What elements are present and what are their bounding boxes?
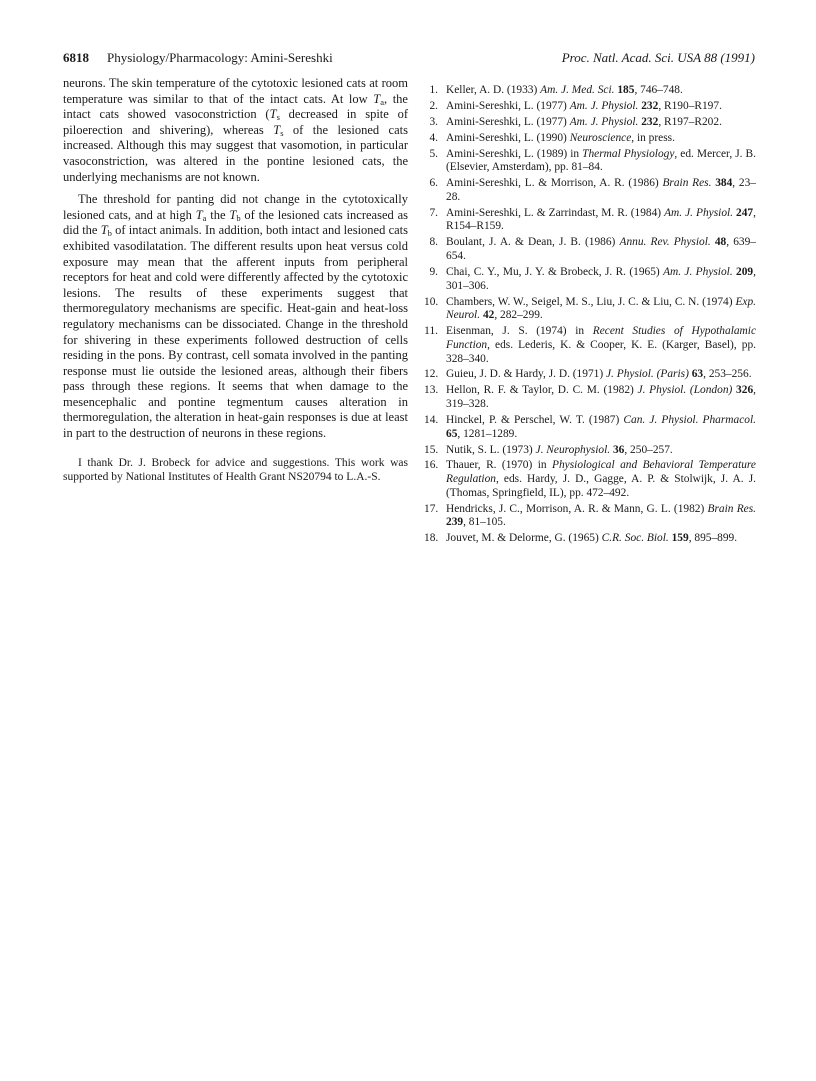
reference-authors: Nutik, S. L. (1973) bbox=[446, 443, 536, 456]
reference-pages: , R190–R197. bbox=[658, 99, 722, 112]
reference-number: 9. bbox=[429, 265, 438, 278]
reference-authors: Amini-Sereshki, L. (1990) bbox=[446, 131, 570, 144]
reference-source: Brain Res. bbox=[707, 502, 756, 515]
reference-source: Am. J. Med. Sci. bbox=[540, 84, 615, 96]
reference-pages: , in press. bbox=[631, 131, 675, 144]
reference-authors: Amini-Sereshki, L. & Morrison, A. R. (1986) bbox=[446, 177, 663, 190]
reference-number: 6. bbox=[429, 177, 438, 190]
reference-pages: , R197–R202. bbox=[658, 115, 722, 128]
reference-pages: , 895–899. bbox=[688, 532, 738, 545]
reference-authors: Hellon, R. F. & Taylor, D. C. M. (1982) bbox=[446, 384, 638, 397]
reference-source: Exp. Neurol. bbox=[446, 295, 756, 322]
reference-authors: Boulant, J. A. & Dean, J. B. (1986) bbox=[446, 236, 620, 249]
running-title: Physiology/Pharmacology: Amini-Sereshki bbox=[107, 50, 333, 65]
reference-volume: 65 bbox=[446, 427, 458, 440]
reference-item bbox=[424, 266, 756, 293]
reference-source: Am. J. Physiol. bbox=[569, 99, 639, 112]
reference-authors: Amini-Sereshki, L. (1989) in bbox=[446, 147, 583, 160]
reference-authors: Amini-Sereshki, L. (1977) bbox=[446, 115, 570, 128]
reference-authors: Guieu, J. D. & Hardy, J. D. (1971) bbox=[446, 368, 606, 381]
body-column bbox=[63, 76, 408, 484]
reference-number: 11. bbox=[424, 325, 438, 338]
reference-authors: Amini-Sereshki, L. & Zarrindast, M. R. (1984) bbox=[446, 206, 665, 219]
reference-number: 13. bbox=[424, 384, 439, 397]
reference-source: Thermal Physiology bbox=[582, 147, 675, 160]
reference-pages: , 282–299. bbox=[494, 309, 543, 322]
reference-pages: , 253–256. bbox=[703, 368, 752, 381]
paragraph-vasomotion: neurons. The skin temperature of the cytotoxic lesioned cats at room temperature was similar to that of the intact cats. At low $T_a$, the intact cats showed vasoconstriction ($T_s$ decreased in spite of piloerection and shivering), whereas $T_s$ of the lesioned cats increased. Although this may suggest that vasomotion, in particular vasoconstriction, was altered in the pontine lesioned cats, the underlying mechanisms are not known. bbox=[63, 76, 409, 184]
reference-item bbox=[424, 148, 756, 175]
reference-authors: Thauer, R. (1970) in bbox=[446, 459, 553, 472]
reference-pages: , 250–257. bbox=[624, 443, 673, 456]
reference-volume: 239 bbox=[446, 516, 464, 529]
reference-number: 15. bbox=[424, 443, 439, 456]
reference-pages: , 23–28. bbox=[446, 177, 756, 203]
reference-pages: , eds. Lederis, K. & Cooper, K. E. (Karger, Basel), pp. 328–340. bbox=[446, 338, 756, 365]
reference-item bbox=[424, 296, 756, 323]
reference-number: 8. bbox=[429, 236, 438, 249]
reference-number: 5. bbox=[429, 147, 438, 160]
reference-volume: 185 bbox=[617, 84, 635, 96]
reference-source: Recent Studies of Hypothalamic Function bbox=[446, 325, 757, 351]
reference-source: Am. J. Physiol. bbox=[664, 206, 734, 219]
reference-source: Brain Res. bbox=[662, 177, 712, 190]
reference-volume: 232 bbox=[641, 99, 659, 112]
reference-volume: 42 bbox=[482, 309, 495, 322]
reference-authors: Chambers, W. W., Seigel, M. S., Liu, J. C. & Liu, C. N. (1974) bbox=[446, 295, 736, 308]
reference-number: 3. bbox=[429, 115, 438, 128]
reference-authors: Amini-Sereshki, L. (1977) bbox=[446, 99, 570, 112]
reference-volume: 326 bbox=[736, 384, 754, 397]
reference-number: 2. bbox=[429, 99, 438, 112]
reference-pages: , 639–654. bbox=[446, 236, 756, 263]
references-column bbox=[424, 84, 756, 548]
reference-item bbox=[424, 236, 756, 263]
reference-source: C.R. Soc. Biol. bbox=[601, 532, 669, 545]
reference-volume: 232 bbox=[641, 115, 659, 128]
reference-item bbox=[424, 532, 756, 546]
reference-volume: 63 bbox=[691, 368, 704, 381]
reference-source: Am. J. Physiol. bbox=[663, 265, 733, 278]
reference-item bbox=[424, 177, 756, 204]
page-number: 6818 bbox=[63, 50, 89, 65]
reference-number: 17. bbox=[424, 502, 439, 515]
reference-authors: Jouvet, M. & Delorme, G. (1965) bbox=[446, 532, 602, 545]
reference-item bbox=[424, 459, 756, 500]
reference-source: J. Physiol. (Paris) bbox=[605, 368, 689, 381]
reference-item bbox=[424, 116, 756, 130]
reference-volume: 159 bbox=[671, 532, 689, 545]
reference-authors: Hinckel, P. & Perschel, W. T. (1987) bbox=[446, 413, 624, 426]
reference-item bbox=[424, 384, 756, 411]
reference-source: Neuroscience bbox=[569, 131, 632, 144]
reference-number: 14. bbox=[424, 413, 439, 426]
reference-item bbox=[424, 444, 756, 458]
reference-pages: , 319–328. bbox=[446, 384, 756, 411]
reference-pages: , 1281–1289. bbox=[457, 427, 518, 440]
reference-volume: 36 bbox=[612, 443, 625, 456]
journal-citation: Proc. Natl. Acad. Sci. USA 88 (1991) bbox=[561, 50, 755, 65]
reference-item bbox=[424, 503, 756, 530]
reference-source: J. Neurophysiol. bbox=[535, 443, 611, 456]
reference-pages: , ed. Mercer, J. B. (Elsevier, Amsterdam), pp. 81–84. bbox=[446, 147, 757, 174]
reference-item bbox=[424, 414, 756, 441]
reference-source: Am. J. Physiol. bbox=[569, 115, 639, 128]
reference-item bbox=[424, 132, 756, 146]
reference-item bbox=[424, 368, 756, 382]
reference-number: 4. bbox=[429, 131, 438, 144]
reference-source: Annu. Rev. Physiol. bbox=[619, 236, 711, 249]
reference-item bbox=[424, 84, 756, 98]
reference-source: Physiological and Behavioral Temperature Regulation bbox=[446, 459, 756, 486]
reference-authors: Eisenman, J. S. (1974) in bbox=[446, 325, 593, 338]
reference-authors: Chai, C. Y., Mu, J. Y. & Brobeck, J. R. (1965) bbox=[446, 265, 664, 278]
reference-number: 10. bbox=[424, 295, 439, 308]
reference-number: 7. bbox=[429, 206, 438, 219]
reference-pages: , eds. Hardy, J. D., Gagge, A. P. & Stolwijk, J. A. J. (Thomas, Springfield, IL), pp. 472–492. bbox=[446, 473, 756, 499]
reference-number: 1. bbox=[429, 84, 438, 96]
reference-volume: 209 bbox=[736, 265, 754, 278]
acknowledgment: I thank Dr. J. Brobeck for advice and suggestions. This work was supported by National Institutes of Health Grant NS20794 to L.A.-S. bbox=[63, 456, 408, 483]
reference-source: J. Physiol. (London) bbox=[637, 384, 733, 397]
reference-item bbox=[424, 207, 756, 234]
page-header bbox=[0, 50, 816, 70]
paragraph-panting: The threshold for panting did not change in the cytotoxically lesioned cats, and at high $T_a$ the $T_b$ of the lesioned cats increased as did the $T_b$ of intact animals. In addition, both intact and lesioned cats exhibited vasodilatation. The different results upon heat versus cold exposure may mean that the afferent inputs from peripheral receptors for heat and cold were differently affected by the cytotoxic lesions. The results of these experiments suggest that thermoregulatory mechanisms are specific. Heat-gain and heat-loss regulatory mechanisms can be dissociated. Change in the threshold for shivering in these experiments followed destruction of cells residing in the pons. By contrast, cell somata involved in the panting response must lie outside the lesioned areas, although their fibers pass through these regions. It seems that when damage to the mesencephalic and pontine tegmentum causes alteration in thermoregulation, the alteration in heat-gain responses is due at least in part to the destruction of neurons in these regions. bbox=[63, 192, 408, 441]
reference-volume: 247 bbox=[736, 206, 754, 219]
reference-list bbox=[424, 84, 756, 546]
reference-authors: Keller, A. D. (1933) bbox=[446, 84, 541, 96]
reference-number: 18. bbox=[424, 532, 439, 545]
reference-volume: 384 bbox=[715, 177, 733, 190]
reference-item bbox=[424, 100, 756, 114]
reference-pages: , 746–748. bbox=[634, 84, 683, 96]
reference-pages: , 301–306. bbox=[446, 265, 756, 292]
reference-volume: 48 bbox=[714, 236, 727, 249]
reference-number: 12. bbox=[424, 368, 439, 381]
reference-number: 16. bbox=[424, 459, 439, 472]
reference-authors: Hendricks, J. C., Morrison, A. R. & Mann, G. L. (1982) bbox=[446, 502, 708, 515]
reference-item bbox=[424, 325, 756, 366]
reference-source: Can. J. Physiol. Pharmacol. bbox=[623, 413, 756, 426]
reference-pages: , R154–R159. bbox=[446, 206, 756, 233]
reference-pages: , 81–105. bbox=[463, 516, 506, 529]
